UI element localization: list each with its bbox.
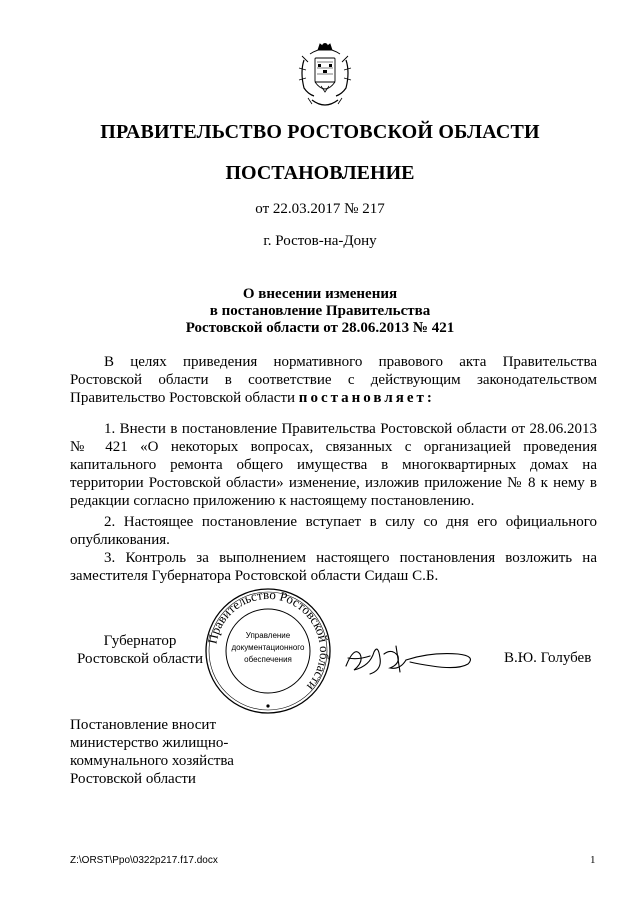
subject-line-3: Ростовской области от 28.06.2013 № 421 <box>185 320 455 336</box>
seal-inner-line-2: документационного <box>231 643 305 652</box>
subject-line-1: О внесении изменения <box>242 286 398 302</box>
coat-of-arms-emblem <box>294 40 356 112</box>
item-3-paragraph <box>70 549 597 585</box>
document-subject <box>0 286 640 337</box>
document-city: г. Ростов-на-Дону <box>263 233 377 249</box>
item-1-text: 1. Внести в постановление Правительства Ростовской области от 28.06.2013 № 421 «О некоторых вопросах, связанных с организацией проведения капитального ремонта общего имущества в многоквартирных домах на территории Ростовской области» изменение, изложив приложение № 8 к нему в редакции согласно приложению к настоящему постановлению. <box>70 421 597 509</box>
preamble-text: В целях приведения нормативного правового акта Правительства Ростовской области в соответствие с действующим законодательством Правительство Ростовской области <box>70 354 597 406</box>
item-3-text: 3. Контроль за выполнением настоящего постановления возложить на заместителя Губернатора Ростовской области Сидаш С.Б. <box>70 550 597 584</box>
submitted-by-note <box>70 716 310 788</box>
government-title: ПРАВИТЕЛЬСТВО РОСТОВСКОЙ ОБЛАСТИ <box>100 121 540 143</box>
signer-title-line-1: Губернатор <box>103 633 177 649</box>
decree-word: постановляет: <box>298 390 435 406</box>
submitted-by-line-4: Ростовской области <box>70 771 196 787</box>
file-path: Z:\ORST\Ppo\0322p217.f17.docx <box>70 855 218 866</box>
item-2-text: 2. Настоящее постановление вступает в силу со дня его официального опубликования. <box>70 514 597 548</box>
page-number: 1 <box>590 854 596 866</box>
seal-inner-line-1: Управление <box>245 631 291 640</box>
handwritten-signature <box>340 636 480 682</box>
seal-inner-line-3: обеспечения <box>244 655 292 664</box>
item-2-paragraph <box>70 513 597 549</box>
seal-star-icon <box>266 704 269 707</box>
official-seal <box>203 586 333 716</box>
document-date-number: от 22.03.2017 № 217 <box>255 201 385 217</box>
subject-line-2: в постановление Правительства <box>209 303 431 319</box>
item-1-paragraph <box>70 420 597 510</box>
submitted-by-line-3: коммунального хозяйства <box>70 753 234 769</box>
submitted-by-line-1: Постановление вносит <box>70 717 217 733</box>
signer-name: В.Ю. Голубев <box>504 650 592 666</box>
signer-title <box>70 632 210 668</box>
seal-ring-text: Правительство Ростовской области <box>204 586 333 694</box>
submitted-by-line-2: министерство жилищно- <box>70 735 229 751</box>
document-type: ПОСТАНОВЛЕНИЕ <box>225 162 415 184</box>
signer-title-line-2: Ростовской области <box>77 651 203 667</box>
preamble-paragraph <box>70 353 597 407</box>
